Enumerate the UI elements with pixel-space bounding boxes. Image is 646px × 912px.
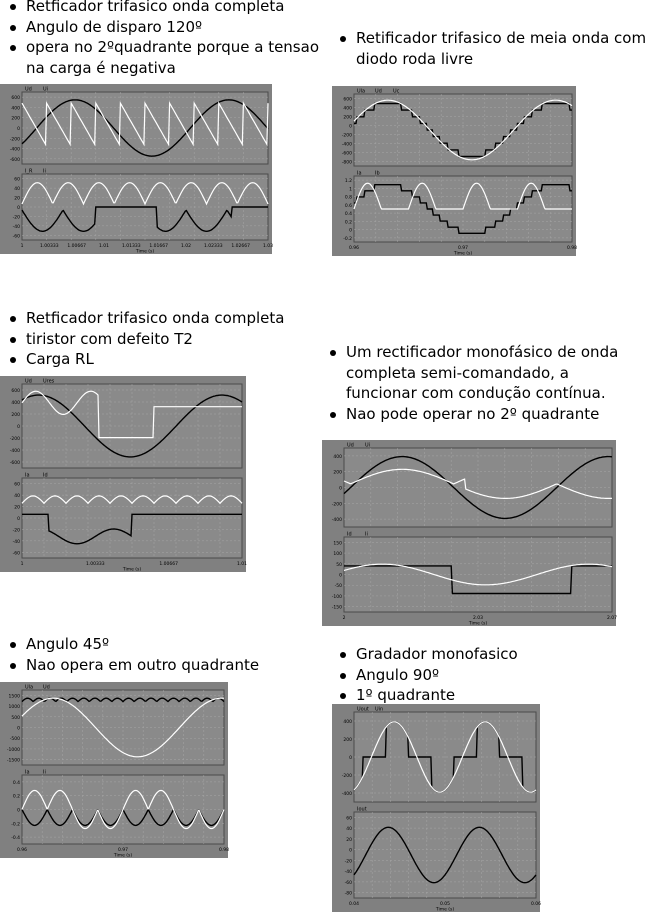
tick-label: 400: [11, 106, 20, 112]
signal-label: Uin: [375, 706, 384, 713]
bullet-list-1: [8, 0, 319, 78]
signal-label: Ud: [347, 442, 354, 449]
tick-label: -20: [12, 528, 20, 534]
x-tick-label: 1.01333: [122, 244, 141, 249]
waveform-figure-2: [332, 86, 576, 256]
tick-label: 0.2: [344, 220, 352, 226]
bullet-item-continuation: na carga é negativa: [26, 58, 176, 77]
tick-label: -40: [344, 870, 352, 876]
tick-label: -1500: [6, 758, 20, 764]
bullet-item: Um rectificador monofásico de onda: [328, 342, 618, 363]
tick-label: 600: [11, 96, 20, 102]
lower-panel: [13, 169, 268, 241]
x-tick-label: 1.01: [98, 244, 110, 249]
x-tick-label: 1.01667: [149, 244, 168, 249]
bullet-item: Angulo de disparo 120º: [8, 17, 319, 38]
tick-label: 0: [17, 425, 20, 430]
x-tick-label: 1.02: [180, 244, 192, 249]
signal-label: Ib: [375, 170, 380, 177]
waveform-figure-3: [0, 376, 246, 572]
tick-label: 1500: [8, 694, 20, 700]
tick-label: -20: [344, 859, 352, 865]
tick-label: 200: [11, 116, 20, 122]
signal-label: Uout: [357, 706, 369, 713]
bullet-item-continuation: diodo roda livre: [356, 49, 474, 68]
tick-label: -100: [331, 594, 342, 600]
tick-label: 400: [333, 454, 342, 460]
tick-label: 100: [333, 552, 342, 558]
tick-label: -400: [341, 142, 352, 148]
signal-label: Id: [347, 531, 352, 538]
x-tick-label: 2.07: [606, 616, 618, 621]
bullet-list-6: [338, 644, 518, 706]
x-tick-label: 1: [20, 562, 24, 567]
tick-label: 200: [343, 738, 352, 743]
tick-label: -60: [12, 551, 20, 557]
x-tick-label: 1.02667: [231, 244, 250, 249]
waveform-plot-6: [332, 704, 540, 912]
tick-label: 0: [349, 228, 352, 234]
x-tick-label: 1.00667: [159, 562, 178, 567]
x-axis-label: Time (s): [135, 249, 155, 255]
signal-label: Ula: [25, 684, 34, 691]
tick-label: -60: [12, 234, 20, 240]
tick-label: 60: [14, 177, 20, 183]
tick-label: 200: [333, 470, 342, 476]
tick-label: 0: [349, 124, 352, 130]
x-axis-label: Time (s): [453, 251, 473, 257]
bullet-item: 1º quadrante: [338, 685, 518, 706]
tick-label: 600: [343, 97, 352, 103]
tick-label: 0.2: [12, 794, 20, 800]
tick-label: -400: [9, 147, 20, 153]
signal-label: Ii: [365, 531, 368, 538]
x-axis-label: Time (s): [113, 853, 133, 859]
tick-label: -200: [341, 133, 352, 139]
tick-label: -200: [341, 774, 352, 779]
tick-label: -200: [9, 137, 20, 143]
bullet-item: Angulo 90º: [338, 665, 518, 686]
waveform-plot-5: [0, 682, 228, 858]
tick-label: 20: [14, 196, 20, 202]
tick-label: 40: [346, 827, 352, 833]
tick-label: 0: [17, 127, 20, 132]
signal-label: Ud: [375, 88, 382, 95]
tick-label: 0: [349, 756, 352, 761]
x-tick-label: 0.97: [457, 246, 469, 251]
signal-label: Ia: [25, 769, 30, 776]
tick-label: -400: [331, 518, 342, 524]
waveform-figure-4: [322, 440, 616, 626]
waveform-plot-4: [322, 440, 616, 626]
tick-label: -600: [9, 157, 20, 163]
signal-label: Ud: [25, 378, 32, 385]
signal-label: Iout: [357, 806, 367, 813]
tick-label: 500: [11, 715, 20, 721]
tick-label: -60: [344, 880, 352, 886]
bullet-list-5: [8, 634, 259, 675]
signal-label: Ui: [43, 86, 49, 93]
tick-label: 60: [346, 816, 352, 822]
tick-label: 400: [343, 106, 352, 112]
x-tick-label: 1: [20, 244, 24, 249]
tick-label: -200: [9, 437, 20, 442]
signal-label: Ui: [365, 442, 371, 449]
bullet-item: Retficador trifasico onda completa: [8, 0, 319, 17]
upper-panel: [342, 89, 572, 167]
bullet-list-3: [8, 308, 284, 370]
tick-label: -1000: [6, 747, 20, 753]
signal-label: Uc: [393, 88, 400, 95]
lower-panel: [345, 807, 536, 899]
x-tick-label: 0.98: [218, 848, 230, 853]
x-tick-label: 1.00667: [67, 244, 86, 249]
x-tick-label: 2: [342, 616, 346, 621]
bullet-item: Retificador trifasico de meia onda com: [338, 28, 646, 49]
x-tick-label: 2.03: [472, 616, 484, 621]
tick-label: 40: [14, 187, 20, 193]
bullet-item-continuation: funcionar com condução contínua.: [346, 384, 606, 402]
tick-label: 50: [336, 562, 342, 568]
bullet-item: Gradador monofasico: [338, 644, 518, 665]
x-axis-label: Time (s): [468, 621, 488, 627]
lower-panel: [13, 473, 242, 559]
x-tick-label: 0.96: [348, 246, 360, 251]
upper-panel: [7, 685, 224, 766]
x-tick-label: 1.03: [262, 244, 274, 249]
tick-label: 1: [349, 187, 352, 193]
tick-label: -0.2: [343, 236, 352, 242]
upper-panel: [332, 443, 612, 528]
waveform-plot-2: [332, 86, 576, 256]
x-tick-label: 0.05: [439, 902, 451, 907]
x-tick-label: 0.04: [348, 902, 360, 907]
tick-label: 400: [11, 401, 20, 406]
tick-label: 150: [333, 541, 342, 547]
upper-panel: [10, 87, 268, 165]
bullet-item: Retficador trifasico onda completa: [8, 308, 284, 329]
tick-label: -20: [12, 215, 20, 221]
bullet-item-continuation: completa semi-comandado, a: [346, 363, 569, 382]
x-tick-label: 0.98: [566, 246, 578, 251]
tick-label: 0: [349, 848, 352, 854]
waveform-figure-6: [332, 704, 540, 912]
lower-panel: [343, 171, 572, 243]
tick-label: 0: [17, 808, 20, 814]
tick-label: 0: [17, 726, 20, 732]
bullet-item: Carga RL: [8, 349, 284, 370]
tick-label: 200: [343, 115, 352, 121]
signal-label: Ud: [43, 684, 50, 691]
tick-label: -50: [334, 584, 342, 590]
tick-label: -40: [12, 539, 20, 545]
bullet-list-4: [328, 342, 618, 424]
tick-label: -500: [9, 737, 20, 743]
signal-label: Ures: [43, 378, 55, 385]
lower-panel: [332, 532, 612, 613]
tick-label: 20: [14, 505, 20, 511]
bullet-item: opera no 2ºquadrante porque a tensao: [8, 37, 319, 58]
tick-label: 1.2: [344, 179, 352, 185]
tick-label: -150: [331, 605, 342, 611]
x-tick-label: 1.02333: [204, 244, 223, 249]
bullet-item: Nao pode operar no 2º quadrante: [328, 404, 618, 425]
tick-label: 0.6: [344, 203, 352, 209]
tick-label: 0: [17, 206, 20, 211]
x-tick-label: 1.00333: [86, 562, 105, 567]
tick-label: 0: [339, 486, 342, 492]
tick-label: 600: [11, 389, 20, 394]
tick-label: 0: [17, 517, 20, 522]
upper-panel: [342, 707, 536, 803]
signal-label: Ud: [25, 86, 32, 93]
tick-label: -600: [9, 461, 20, 466]
x-axis-label: Time (s): [122, 567, 142, 573]
x-tick-label: 0.06: [530, 902, 542, 907]
tick-label: 20: [346, 837, 352, 843]
tick-label: -800: [341, 160, 352, 166]
signal-label: Ia: [357, 170, 362, 177]
tick-label: 0: [339, 573, 342, 579]
tick-label: 200: [11, 413, 20, 418]
tick-label: 0.4: [12, 780, 20, 786]
tick-label: 1000: [8, 705, 20, 711]
bullet-list-2: [338, 28, 646, 69]
signal-label: Ula: [357, 88, 366, 95]
tick-label: -80: [344, 891, 352, 897]
waveform-figure-1: [0, 84, 272, 254]
tick-label: -40: [12, 224, 20, 230]
signal-label: Ia: [25, 472, 30, 479]
tick-label: -0.2: [11, 822, 20, 828]
waveform-figure-5: [0, 682, 228, 858]
tick-label: -400: [9, 449, 20, 454]
lower-panel: [11, 770, 224, 845]
waveform-plot-1: [0, 84, 272, 254]
signal-label: Ii: [43, 769, 46, 776]
tick-label: 40: [14, 494, 20, 500]
tick-label: -0.4: [11, 836, 20, 842]
bullet-item: Nao opera em outro quadrante: [8, 655, 259, 676]
tick-label: -400: [341, 792, 352, 797]
bullet-item: Angulo 45º: [8, 634, 259, 655]
waveform-plot-3: [0, 376, 246, 572]
tick-label: -600: [341, 151, 352, 157]
tick-label: 60: [14, 482, 20, 488]
bullet-item: tiristor com defeito T2: [8, 329, 284, 350]
x-tick-label: 0.96: [16, 848, 28, 853]
upper-panel: [10, 379, 242, 469]
x-tick-label: 1.00333: [40, 244, 59, 249]
signal-label: Id: [43, 472, 48, 479]
tick-label: 0.4: [344, 212, 352, 218]
tick-label: -200: [331, 502, 342, 508]
signal-label: Ii: [43, 168, 46, 175]
x-tick-label: 1.01: [236, 562, 248, 567]
x-tick-label: 0.97: [117, 848, 129, 853]
x-axis-label: Time (s): [435, 907, 455, 912]
tick-label: 400: [343, 720, 352, 725]
signal-label: I_R: [25, 168, 33, 175]
tick-label: 0.8: [344, 195, 352, 201]
